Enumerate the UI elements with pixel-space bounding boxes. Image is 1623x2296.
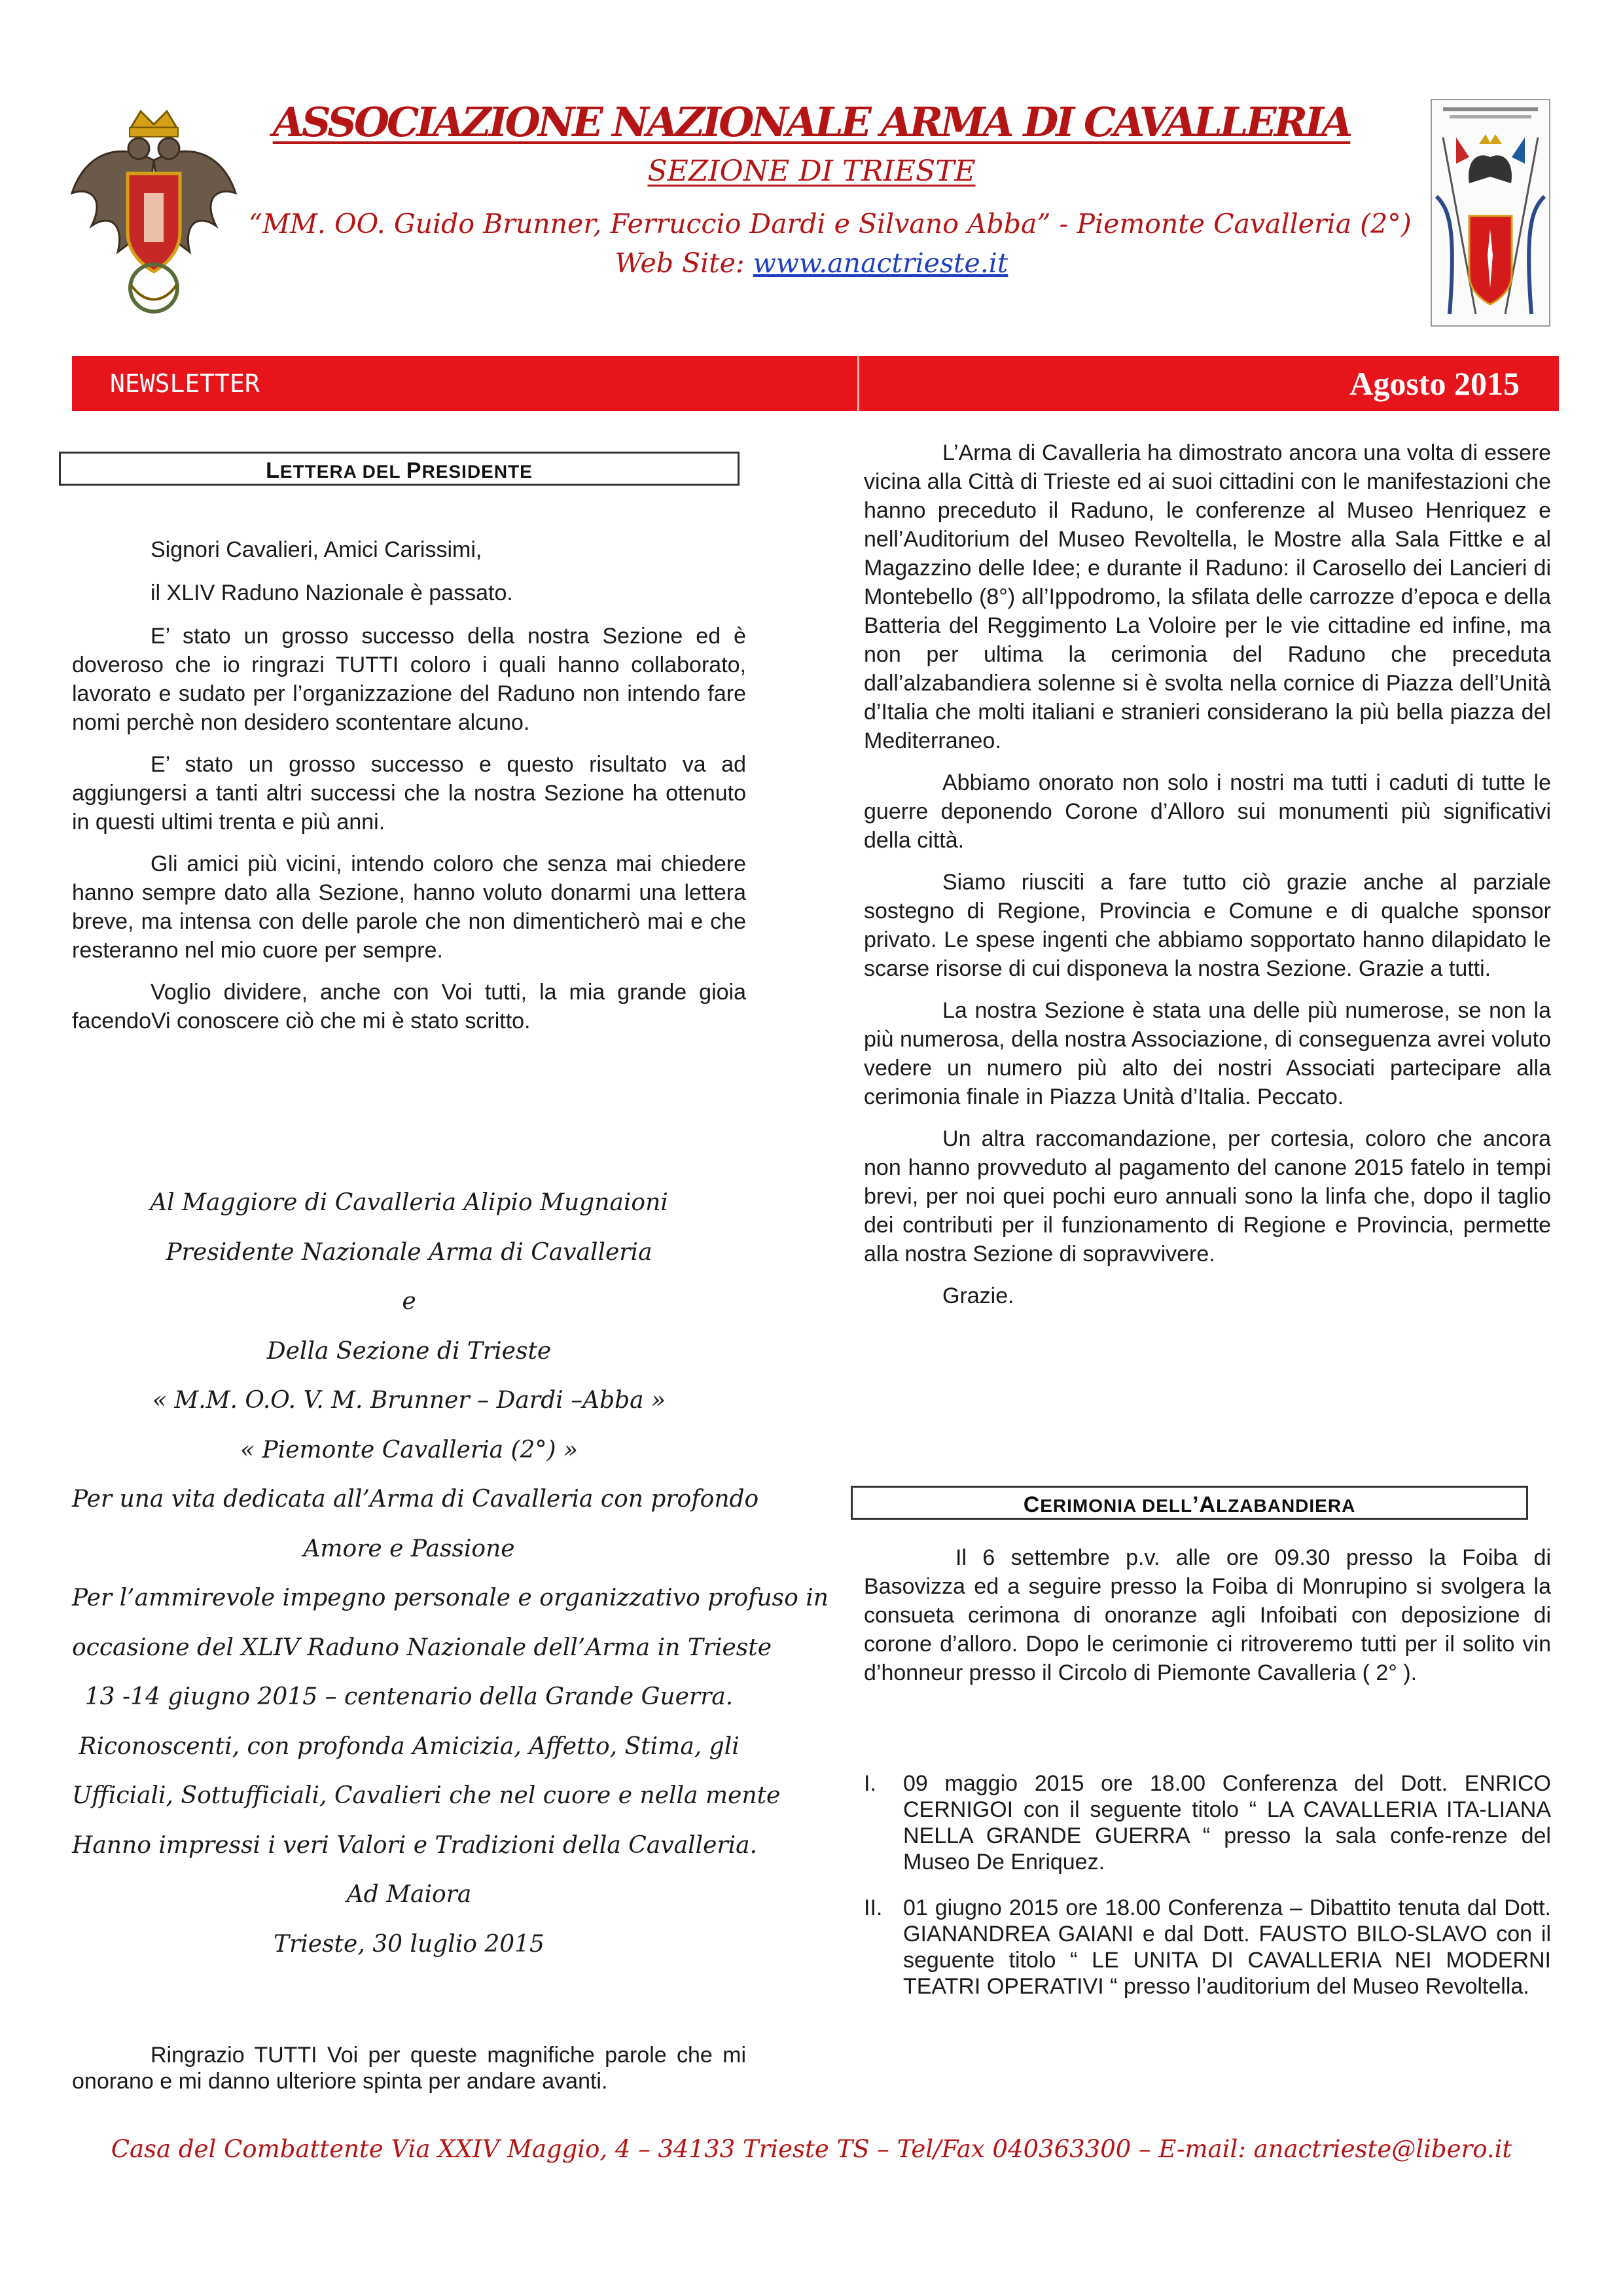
web-label: Web Site: <box>615 247 753 279</box>
newsletter-label: NEWSLETTER <box>110 369 260 398</box>
org-website <box>249 247 1374 279</box>
dedication-line: occasione del XLIV Raduno Nazionale dell’Arma in Trieste <box>72 1634 772 1661</box>
org-dedication-line: “MM. OO. Guido Brunner, Ferruccio Dardi e Silvano Abba” - Piemonte Cavalleria (2°) <box>249 208 1412 240</box>
paragraph: Grazie. <box>942 1283 1014 1308</box>
paragraph: Abbiamo onorato non solo i nostri ma tutti i caduti di tutte le guerre deponendo Corone d’Alloro sui monumenti più significativi della città. <box>864 770 1551 853</box>
band-divider <box>857 356 859 411</box>
newsletter-band <box>72 356 1559 411</box>
paragraph: Signori Cavalieri, Amici Carissimi, <box>151 537 482 562</box>
list-number: I. <box>864 1771 876 1796</box>
paragraph: L’Arma di Cavalleria ha dimostrato ancora una volta di essere vicina alla Città di Trieste ed ai suoi cittadini con le manifestazioni che hanno preceduto il Raduno, le conferenze al Museo Henriquez e nell’Auditorium del Museo Revoltella, le Mostre alla Sala Fittke e al Magazzino delle Idee; e durante il Raduno: il Carosello dei Lancieri di Montebello (8°) all’Ippodromo, la sfilata delle carrozze d’epoca e della Batteria del Reggimento La Voloire per le vie cittadine ed infine, ma non per ultima la cerimonia del Raduno che preceduta dall’alzabandiera solenne si è svolta nella cornice di Piazza dell’Unità d’Italia che molti italiani e stranieri considerano la più bella piazza del Mediterraneo. <box>864 440 1551 753</box>
list-text: 01 giugno 2015 ore 18.00 Conferenza – Dibattito tenuta dal Dott. GIANANDREA GAIANI e dal Dott. FAUSTO BILO-SLAVO con il seguente titolo “ LE UNITA DI CAVALLERIA NEI MODERNI TEATRI OPERATIVI “ presso l’auditorium del Museo Revoltella. <box>903 1895 1551 1999</box>
dedication-line: Trieste, 30 luglio 2015 <box>274 1930 544 1958</box>
list-item <box>864 1770 1551 1875</box>
list-number: II. <box>864 1895 883 1920</box>
right-column-body <box>864 439 1551 1323</box>
cerimonia-body: Il 6 settembre p.v. alle ore 09.30 presso la Foiba di Basovizza ed a seguire presso la Foiba di Monrupino si svolgera la consueta cerimona di onoranze agli Infoibati con deposizione di corone d’alloro. Dopo le cerimonie ci ritroveremo tutti per il solito vin d’honneur presso il Circolo di Piemonte Cavalleria ( 2° ). <box>864 1545 1551 1685</box>
paragraph: Gli amici più vicini, intendo coloro che senza mai chiedere hanno sempre dato alla Sezione, hanno voluto donarmi una lettera breve, ma intensa con delle parole che non dimenticherò mai e che resteranno nel mio cuore per sempre. <box>72 852 746 963</box>
dedication-block <box>72 1178 829 1969</box>
paragraph: E’ stato un grosso successo della nostra Sezione ed è doveroso che io ringrazi TUTTI coloro i quali hanno collaborato, lavorato e sudato per l’organizzazione del Raduno non intendo fare nomi perchè non desidero scontentare alcuno. <box>72 624 746 735</box>
footer-contacts: Casa del Combattente Via XXIV Maggio, 4 – 34133 Trieste TS – Tel/Fax 040363300 – E-mail: anactrieste@libero.it <box>111 2135 1512 2163</box>
web-link[interactable]: www.anactrieste.it <box>753 247 1008 279</box>
paragraph: Voglio dividere, anche con Voi tutti, la mia grande gioia facendoVi conoscere ciò che mi è stato scritto. <box>72 980 746 1033</box>
dedication-line: Riconoscenti, con profonda Amicizia, Affetto, Stima, gli <box>79 1732 740 1760</box>
dedication-line: « M.M. O.O. V. M. Brunner – Dardi –Abba » <box>152 1387 666 1414</box>
list-item <box>864 1895 1551 2000</box>
paragraph: Un altra raccomandazione, per cortesia, coloro che ancora non hanno provveduto al pagamento del canone 2015 fatelo in tempi brevi, per noi quei pochi euro annuali sono la linfa che, dopo il taglio dei contributi per il funzionamento di Regione e Provincia, permette alla nostra Sezione di sopravvivere. <box>864 1126 1551 1266</box>
section-emblem-icon <box>1430 98 1551 327</box>
dedication-line: e <box>402 1288 416 1315</box>
closing-paragraph: Ringrazio TUTTI Voi per queste magnifiche parole che mi onorano e mi danno ulteriore spinta per andare avanti. <box>72 2043 746 2094</box>
issue-date: Agosto 2015 <box>1349 365 1520 402</box>
list-text: 09 maggio 2015 ore 18.00 Conferenza del Dott. ENRICO CERNIGOI con il seguente titolo “ LA CAVALLERIA ITA-LIANA NELLA GRANDE GUERRA “ presso la sala confe-renze del Museo De Enriquez. <box>903 1771 1551 1874</box>
dedication-line: « Piemonte Cavalleria (2°) » <box>240 1436 578 1463</box>
paragraph: E’ stato un grosso successo e questo risultato va ad aggiungersi a tanti altri successi che la nostra Sezione ha ottenuto in questi ultimi trenta e più anni. <box>72 752 746 834</box>
eagle-crest-icon <box>65 101 242 317</box>
paragraph: il XLIV Raduno Nazionale è passato. <box>151 581 513 605</box>
dedication-line: Hanno impressi i veri Valori e Tradizioni della Cavalleria. <box>72 1831 758 1859</box>
section-heading-lettera: LETTERA DEL PRESIDENTE <box>59 452 740 486</box>
dedication-line: Amore e Passione <box>303 1535 515 1562</box>
dedication-line: Ad Maiora <box>346 1881 472 1908</box>
dedication-line: Per una vita dedicata all’Arma di Cavalleria con profondo <box>72 1486 759 1513</box>
dedication-line: Della Sezione di Trieste <box>266 1337 552 1365</box>
dedication-line: Al Maggiore di Cavalleria Alipio Mugnaioni <box>150 1189 668 1216</box>
dedication-line: Presidente Nazionale Arma di Cavalleria <box>166 1238 652 1266</box>
dedication-line: Per l’ammirevole impegno personale e organizzativo profuso in <box>72 1585 829 1611</box>
section-heading-cerimonia: CERIMONIA DELL’ALZABANDIERA <box>851 1486 1528 1520</box>
paragraph: La nostra Sezione è stata una delle più numerose, se non la più numerosa, della nostra Associazione, di conseguenza avrei voluto vedere un numero più alto dei nostri Associati partecipare alla cerimonia finale in Piazza Unità d’Italia. Peccato. <box>864 998 1551 1109</box>
lettera-body <box>72 535 746 1049</box>
dedication-line: 13 -14 giugno 2015 – centenario della Grande Guerra. <box>84 1683 734 1710</box>
org-subtitle: SEZIONE DI TRIESTE <box>647 154 976 188</box>
paragraph: Siamo riusciti a fare tutto ciò grazie anche al parziale sostegno di Regione, Provincia e Comune e di qualche sponsor privato. Le spese ingenti che abbiamo sopportato hanno dilapidato le scarse risorse di cui disponeva la nostra Sezione. Grazie a tutti. <box>864 870 1551 981</box>
org-title: ASSOCIAZIONE NAZIONALE ARMA DI CAVALLERIA <box>272 98 1351 146</box>
dedication-line: Ufficiali, Sottufficiali, Cavalieri che nel cuore e nella mente <box>72 1782 781 1809</box>
events-list <box>864 1770 1551 2019</box>
